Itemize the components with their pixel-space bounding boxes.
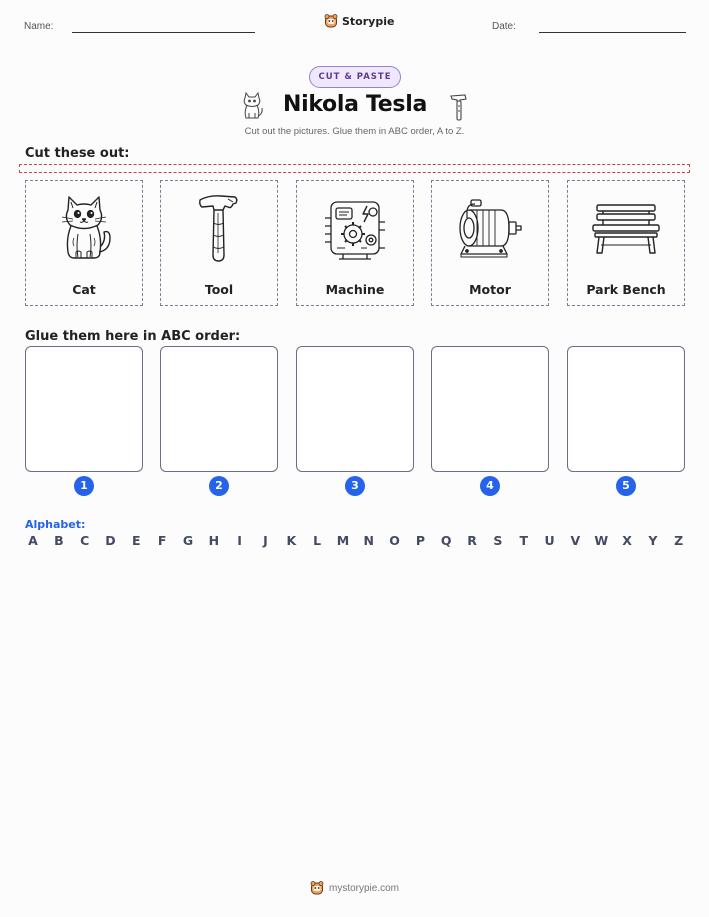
page-title: Nikola Tesla [282, 92, 428, 117]
name-label: Name: [24, 21, 54, 32]
alphabet-letter: G [182, 533, 194, 548]
alphabet-letter: B [54, 533, 64, 548]
alphabet-letter: R [467, 533, 477, 548]
alphabet-letter: D [105, 533, 116, 548]
bench-icon [591, 203, 661, 255]
alphabet-letter: N [363, 533, 374, 548]
machine-icon [323, 196, 387, 262]
glue-heading: Glue them here in ABC order: [25, 329, 241, 344]
glue-slot-2[interactable] [160, 346, 278, 472]
slot-number-badge: 2 [209, 476, 229, 496]
date-label: Date: [492, 21, 516, 32]
instructions: Cut out the pictures. Glue them in ABC order, A to Z. [244, 126, 465, 137]
card-park-bench[interactable] [567, 180, 685, 306]
alphabet-row [26, 533, 686, 548]
alphabet-letter: Y [648, 533, 658, 548]
footer [0, 880, 709, 896]
alphabet-letter: C [80, 533, 90, 548]
alphabet-letter: M [336, 533, 350, 548]
storypie-mascot-icon [310, 880, 324, 896]
glue-slot-3[interactable] [296, 346, 414, 472]
slot-number-badge: 1 [74, 476, 94, 496]
cut-line [19, 164, 690, 173]
alphabet-letter: L [313, 533, 322, 548]
card-label: Tool [204, 282, 234, 297]
storypie-mascot-icon [324, 13, 338, 29]
alphabet-letter: T [519, 533, 528, 548]
alphabet-letter: K [286, 533, 297, 548]
title-hammer-icon [449, 92, 469, 126]
cat-icon [54, 194, 114, 264]
cut-paste-badge: CUT & PASTE [309, 66, 401, 88]
slot-number-badge: 3 [345, 476, 365, 496]
alphabet-letter: E [132, 533, 141, 548]
alphabet-letter: W [594, 533, 609, 548]
brand-logo [324, 13, 394, 29]
motor-icon [457, 198, 523, 260]
alphabet-letter: A [28, 533, 38, 548]
alphabet-letter: J [263, 533, 268, 548]
glue-slot-4[interactable] [431, 346, 549, 472]
card-tool[interactable] [160, 180, 278, 306]
slot-number-badge: 4 [480, 476, 500, 496]
card-machine[interactable] [296, 180, 414, 306]
alphabet-letter: I [237, 533, 242, 548]
alphabet-heading: Alphabet: [25, 518, 86, 531]
alphabet-letter: F [157, 533, 167, 548]
alphabet-letter: S [493, 533, 503, 548]
card-motor[interactable] [431, 180, 549, 306]
card-label: Cat [72, 282, 96, 297]
alphabet-letter: P [415, 533, 425, 548]
alphabet-letter: Z [674, 533, 684, 548]
hammer-icon [197, 193, 241, 265]
glue-slot-1[interactable] [25, 346, 143, 472]
slot-number-badge: 5 [616, 476, 636, 496]
date-line[interactable] [539, 32, 686, 33]
alphabet-letter: V [570, 533, 581, 548]
card-label: Park Bench [586, 282, 666, 297]
alphabet-letter: O [389, 533, 400, 548]
alphabet-letter: H [208, 533, 220, 548]
alphabet-letter: X [622, 533, 632, 548]
cut-heading: Cut these out: [25, 146, 130, 161]
alphabet-letter: U [544, 533, 555, 548]
card-label: Machine [325, 282, 385, 297]
alphabet-letter: Q [440, 533, 452, 548]
card-cat[interactable] [25, 180, 143, 306]
glue-slot-5[interactable] [567, 346, 685, 472]
name-line[interactable] [72, 32, 255, 33]
footer-link[interactable]: mystorypie.com [328, 882, 399, 894]
brand-name: Storypie [342, 14, 395, 28]
card-label: Motor [469, 282, 511, 297]
